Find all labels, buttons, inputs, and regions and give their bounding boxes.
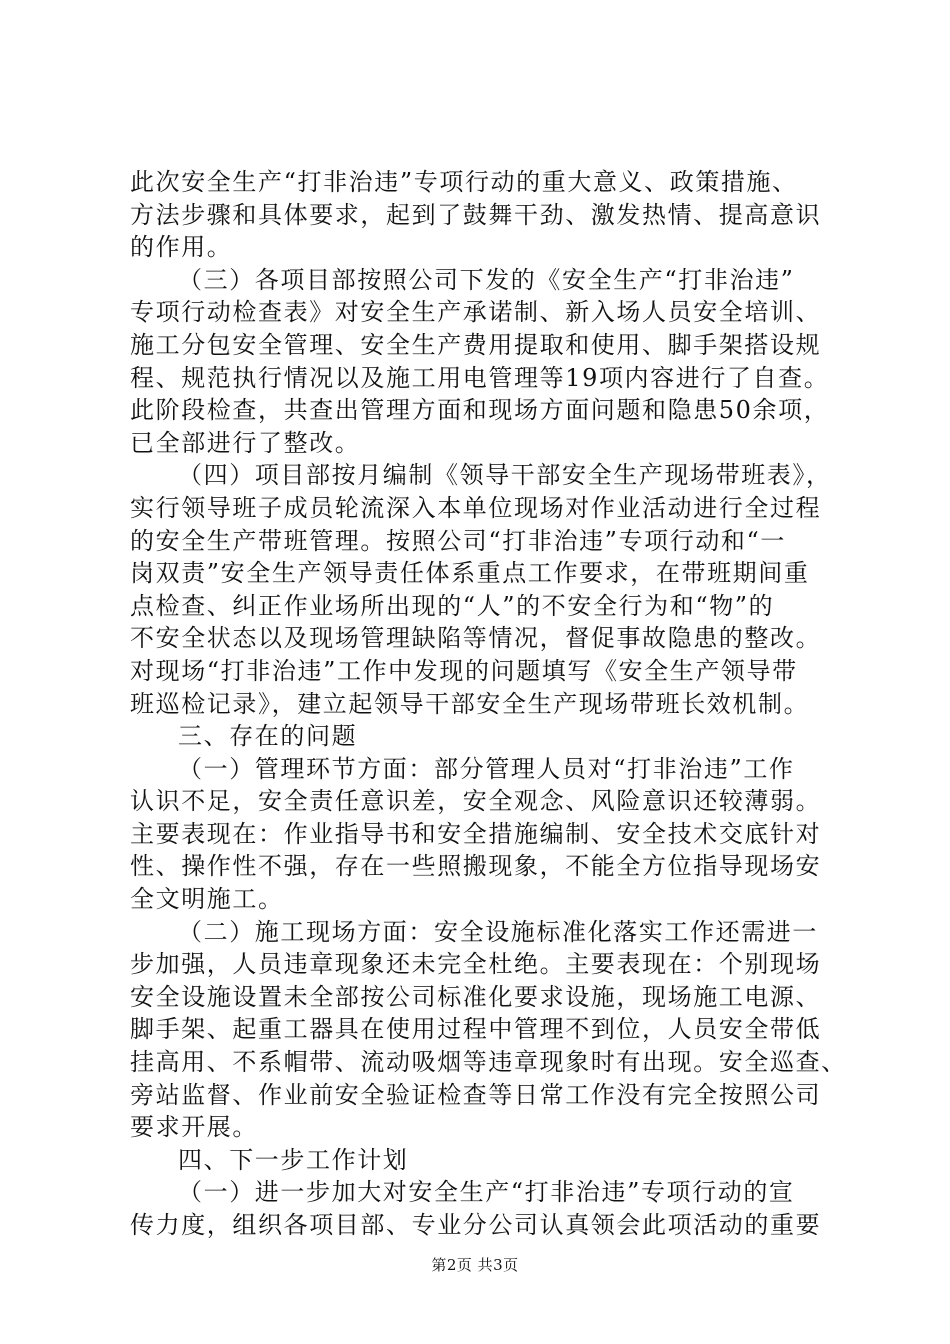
text-line: 步加强，人员违章现象还未完全杜绝。主要表现在：个别现场 <box>130 950 822 979</box>
text-line: 挂高用、不系帽带、流动吸烟等违章现象时有出现。安全巡查、 <box>130 1048 847 1077</box>
text-line: 传力度，组织各项目部、专业分公司认真领会此项活动的重要 <box>130 1211 822 1239</box>
text-line: 方法步骤和具体要求，起到了鼓舞干劲、激发热情、提高意识 <box>130 200 822 229</box>
paragraph-start-line: （一）管理环节方面：部分管理人员对“打非治违”工作 <box>178 754 795 783</box>
text-line: 此阶段检查，共查出管理方面和现场方面问题和隐患50余项， <box>130 396 830 425</box>
text-line: 主要表现在：作业指导书和安全措施编制、安全技术交底针对 <box>130 819 822 848</box>
text-line: 专项行动检查表》对安全生产承诺制、新入场人员安全培训、 <box>130 298 822 327</box>
section-heading: 四、下一步工作计划 <box>178 1145 409 1174</box>
paragraph-start-line: （三）各项目部按照公司下发的《安全生产“打非治违” <box>178 265 795 294</box>
text-line: 此次安全生产“打非治违”专项行动的重大意义、政策措施、 <box>130 168 798 196</box>
paragraph-start-line: （二）施工现场方面：安全设施标准化落实工作还需进一 <box>178 917 818 946</box>
section-heading: 三、存在的问题 <box>178 722 358 751</box>
text-line: 实行领导班子成员轮流深入本单位现场对作业活动进行全过程 <box>130 493 822 522</box>
paragraph-start-line: （四）项目部按月编制《领导干部安全生产现场带班表》， <box>178 461 832 490</box>
text-line: 脚手架、起重工器具在使用过程中管理不到位，人员安全带低 <box>130 1015 822 1044</box>
text-line: 全文明施工。 <box>130 885 284 914</box>
text-line: 对现场“打非治违”工作中发现的问题填写《安全生产领导带 <box>130 656 798 685</box>
text-line: 班巡检记录》，建立起领导干部安全生产现场带班长效机制。 <box>130 689 810 718</box>
text-line: 的安全生产带班管理。按照公司“打非治违”专项行动和“一 <box>130 526 787 555</box>
text-line: 安全设施设置未全部按公司标准化要求设施，现场施工电源、 <box>130 982 822 1011</box>
text-line: 不安全状态以及现场管理缺陷等情况，督促事故隐患的整改。 <box>130 624 822 653</box>
text-line: 程、规范执行情况以及施工用电管理等19项内容进行了自查。 <box>130 363 830 392</box>
text-line: 岗双责”安全生产领导责任体系重点工作要求，在带班期间重 <box>130 559 810 588</box>
text-line: 点检查、纠正作业场所出现的“人”的不安全行为和“物”的 <box>130 591 775 620</box>
document-body <box>130 166 850 1242</box>
text-line: 已全部进行了整改。 <box>130 428 361 457</box>
text-line: 性、操作性不强，存在一些照搬现象，不能全方位指导现场安 <box>130 852 822 881</box>
page-number-footer: 第2页 共3页 <box>431 1256 519 1274</box>
paragraph-start-line: （一）进一步加大对安全生产“打非治违”专项行动的宣 <box>178 1178 795 1207</box>
text-line: 旁站监督、作业前安全验证检查等日常工作没有完全按照公司 <box>130 1080 822 1109</box>
text-line: 的作用。 <box>130 233 233 262</box>
text-line: 认识不足，安全责任意识差，安全观念、风险意识还较薄弱。 <box>130 787 822 816</box>
text-line: 施工分包安全管理、安全生产费用提取和使用、脚手架搭设规 <box>130 330 822 359</box>
text-line: 要求开展。 <box>130 1113 258 1142</box>
